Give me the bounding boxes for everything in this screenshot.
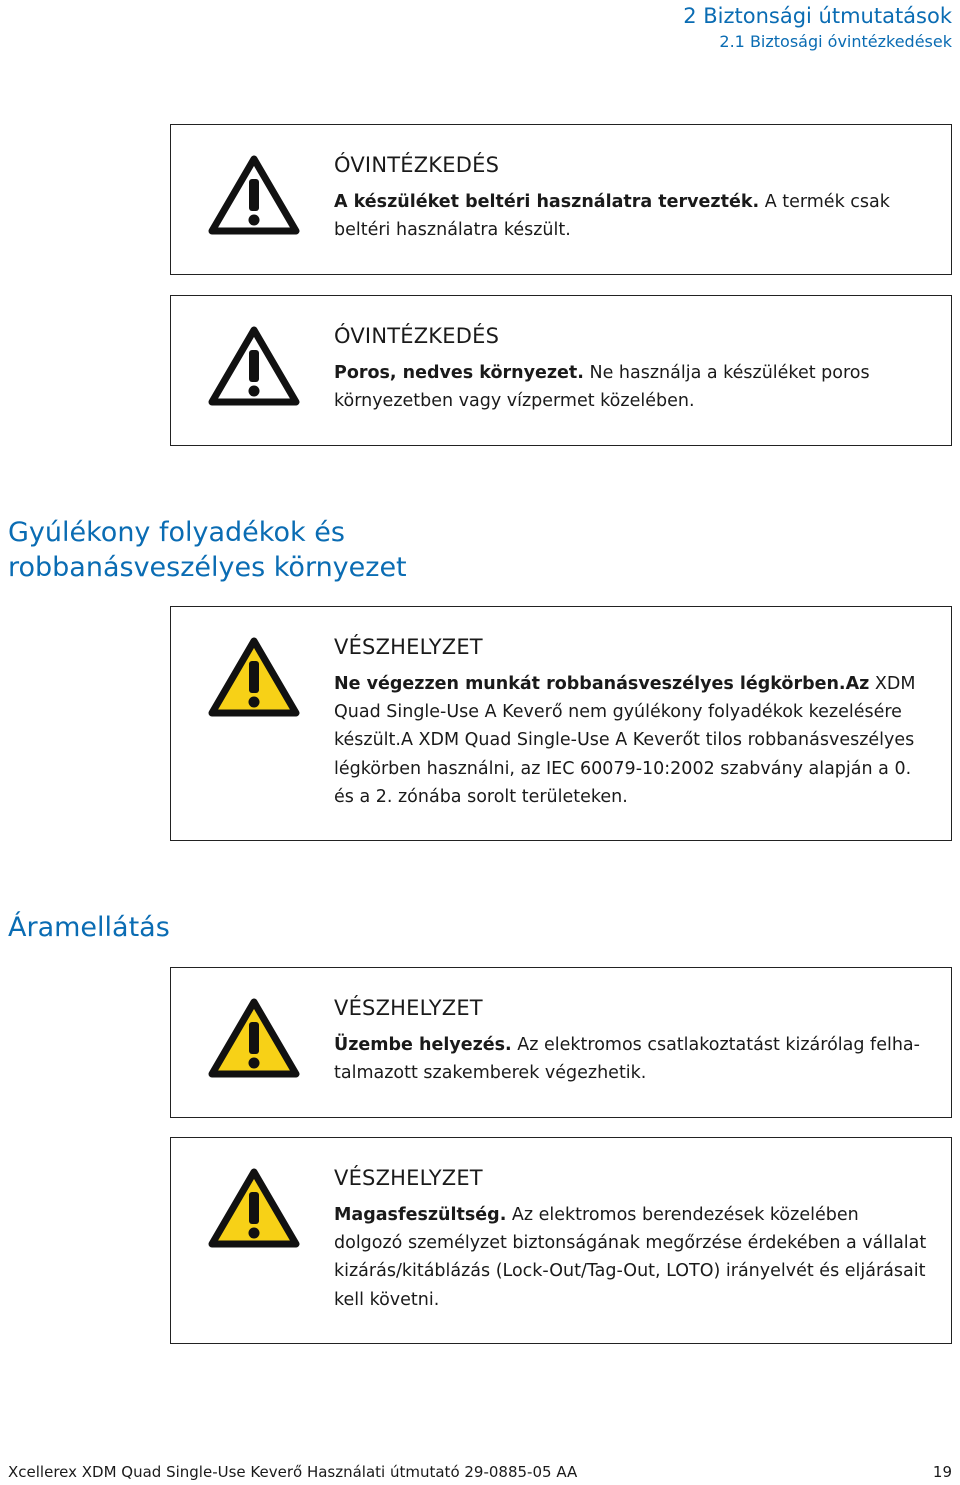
warning-triangle-icon [208,637,300,717]
caution-box-indoor [170,124,952,275]
page-number: 19 [932,1463,952,1481]
danger-box-explosive [170,606,952,841]
warning-triangle-icon [208,998,300,1078]
danger-box-installation [170,967,952,1118]
warning-triangle-icon [208,1168,300,1248]
caution-box-dust [170,295,952,446]
danger-box-high-voltage [170,1137,952,1344]
chapter-title: 2 Biztonsági útmutatások [683,4,952,28]
page-footer [8,1462,952,1482]
caution-text: A készüléket beltéri használatra tervezték. A termék csak beltéri használatra készült. [334,192,890,241]
document-title: Xcellerex XDM Quad Single-Use Keverő Használati útmutató 29-0885-05 AA [8,1463,578,1481]
danger-text: Üzembe helyezés. Az elektromos csatlakoztatást kizárólag felhatalmazott szakemberek végezhetik. [334,1035,920,1084]
page-header [683,2,952,54]
danger-label: VÉSZHELYZET [334,996,483,1020]
danger-label: VÉSZHELYZET [334,1166,483,1190]
caution-label: ÓVINTÉZKEDÉS [334,324,500,348]
warning-triangle-icon [208,326,300,406]
danger-text: Magasfeszültség. Az elektromos berendezések közelében dolgozó személyzet biztonságának megőrzése érdekében a vállalat kizárás/kitáblázás (Lock-Out/Tag-Out, LOTO) irányelvét és eljárásait kell követni. [334,1205,927,1310]
warning-triangle-icon [208,155,300,235]
section-heading-power: Áramellátás [8,912,170,943]
section-title-header: 2.1 Biztosági óvintézkedések [719,32,952,51]
danger-label: VÉSZHELYZET [334,635,483,659]
section-heading-flammable: Gyúlékony folyadékok és robbanásveszélyes környezet [8,517,407,583]
caution-label: ÓVINTÉZKEDÉS [334,153,500,177]
caution-text: Poros, nedves környezet. Ne használja a készüléket poros környezetben vagy vízpermet közelében. [334,363,870,412]
danger-text: Ne végezzen munkát robbanásveszélyes légkörben.Az XDM Quad Single-Use A Keverő nem gyúlékony folyadékok kezelésére készült.A XDM Quad Single-Use A Keverőt tilos robbanásveszélyes légkörben használni, az IEC 60079-10:2002 szabvány alapján a 0. és a 2. zónába sorolt területeken. [334,674,916,807]
